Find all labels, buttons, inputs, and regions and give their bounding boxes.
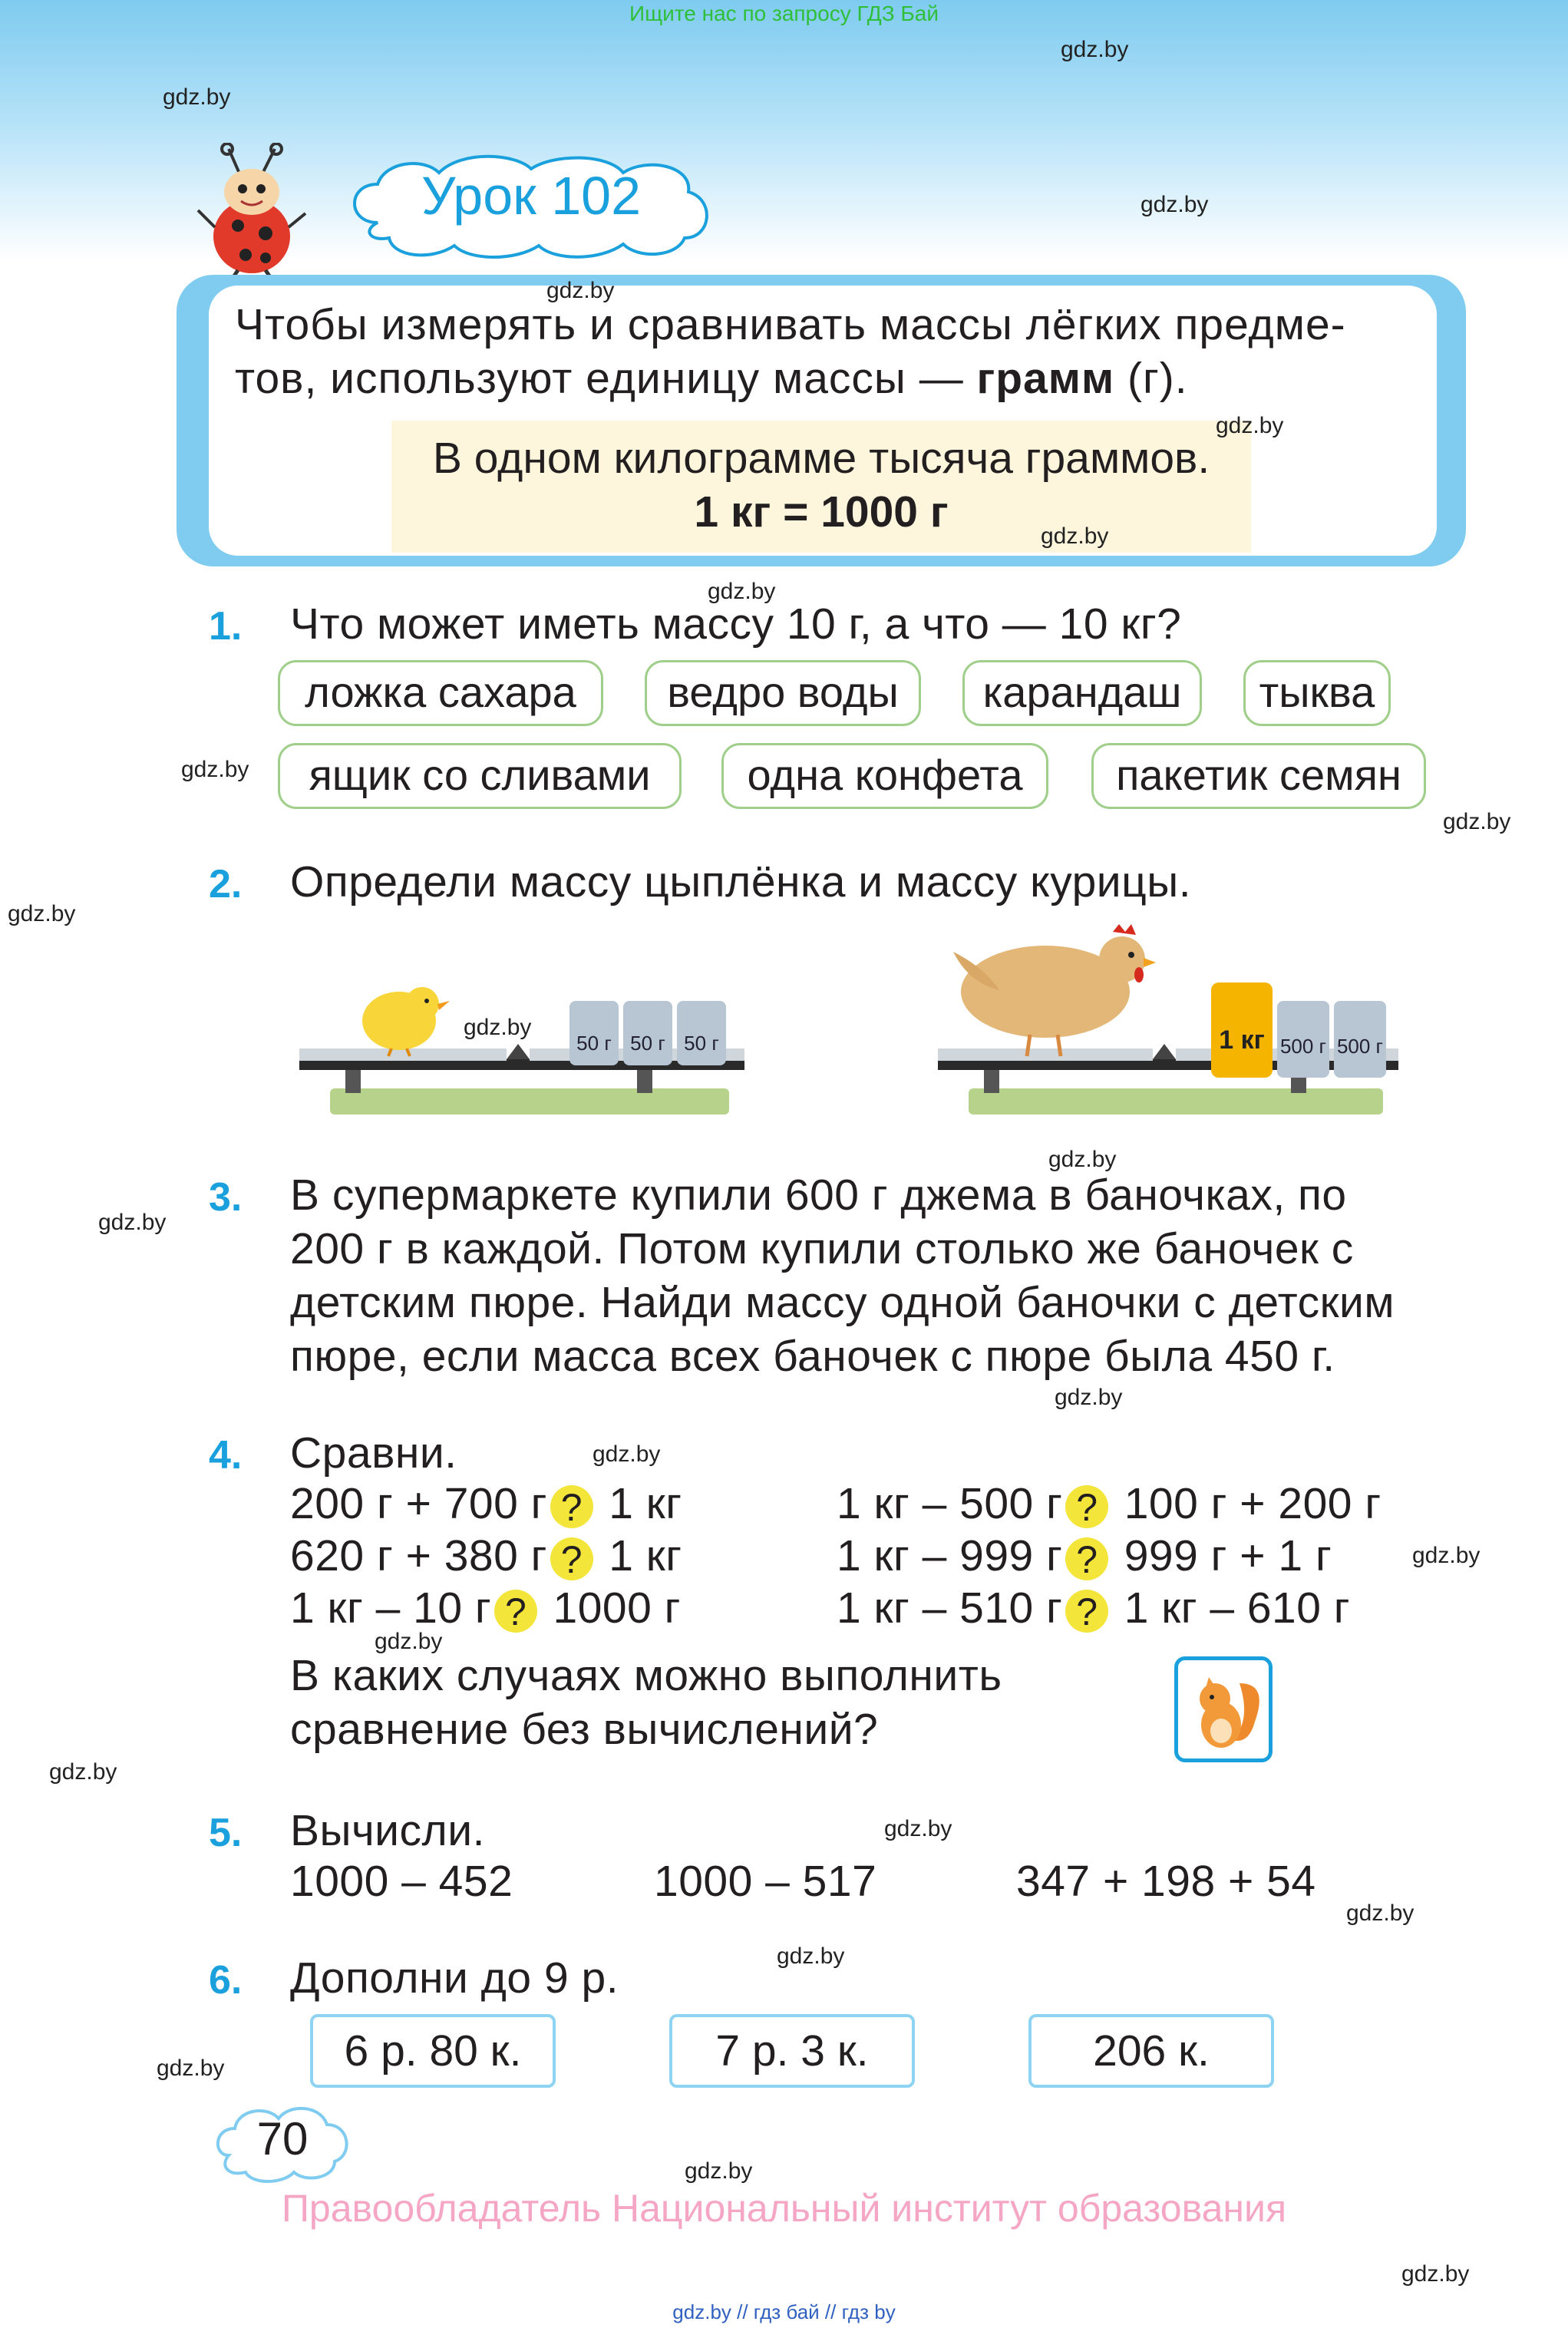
task-4-question: сравнение без вычислений? (290, 1705, 879, 1754)
compare-right: 1000 г (553, 1583, 681, 1633)
squirrel-icon (1178, 1660, 1269, 1758)
weight-50g: 50 г (569, 1001, 619, 1065)
item-pill: ложка сахара (278, 660, 603, 726)
fact-formula: 1 кг = 1000 г (694, 487, 949, 537)
question-mark-icon: ? (550, 1537, 593, 1580)
task-2-text: Определи массу цыплёнка и массу курицы. (290, 857, 1192, 906)
watermark: gdz.by (163, 84, 231, 110)
watermark: gdz.by (546, 278, 615, 303)
rule-line-2 (235, 352, 1432, 405)
weight-50g: 50 г (623, 1001, 672, 1065)
task-3-line: 200 г в каждой. Потом купили столько же баночек с (290, 1224, 1354, 1273)
task-6-text: Дополни до 9 р. (290, 1953, 619, 2003)
task-1-number: 1. (209, 604, 243, 649)
watermark: gdz.by (1346, 1900, 1415, 1926)
task-3-number: 3. (209, 1175, 243, 1220)
question-mark-icon: ? (1065, 1590, 1108, 1633)
page-number: 70 (256, 2113, 309, 2165)
expression: 1000 – 517 (654, 1857, 877, 1906)
watermark: gdz.by (181, 757, 249, 782)
item-pill: одна конфета (721, 743, 1048, 809)
copyright-notice: Правообладатель Национальный институт образования (281, 2187, 1287, 2230)
compare-row (837, 1531, 1332, 1581)
question-mark-icon: ? (1065, 1537, 1108, 1580)
money-box: 7 р. 3 к. (669, 2014, 915, 2088)
expression: 347 + 198 + 54 (1016, 1857, 1316, 1906)
task-4-question: В каких случаях можно выполнить (290, 1651, 1002, 1700)
item-pill: ведро воды (645, 660, 921, 726)
task-2-number: 2. (209, 862, 243, 906)
watermark: gdz.by (1061, 37, 1129, 62)
watermark: gdz.by (49, 1759, 117, 1785)
compare-left: 1 кг – 500 г (837, 1479, 1063, 1528)
watermark: gdz.by (593, 1441, 661, 1467)
item-pill: карандаш (962, 660, 1202, 726)
compare-left: 1 кг – 510 г (837, 1583, 1063, 1633)
question-mark-icon: ? (550, 1485, 593, 1528)
watermark: gdz.by (1401, 2261, 1470, 2287)
compare-left: 1 кг – 10 г (290, 1583, 492, 1633)
compare-left: 620 г + 380 г (290, 1531, 547, 1580)
watermark: gdz.by (1412, 1543, 1481, 1568)
watermark: gdz.by (157, 2056, 225, 2081)
watermark: gdz.by (8, 901, 76, 926)
ladybug-icon (192, 143, 307, 281)
compare-row (837, 1478, 1381, 1529)
money-box: 206 к. (1028, 2014, 1274, 2088)
watermark: gdz.by (884, 1816, 952, 1841)
watermark: gdz.by (98, 1210, 167, 1235)
rule-line-2-start: тов, используют единицу массы — (235, 354, 977, 403)
money-box: 6 р. 80 к. (310, 2014, 556, 2088)
rule-term: грамм (976, 354, 1115, 403)
watermark: gdz.by (1216, 413, 1284, 438)
squirrel-hint-icon (1174, 1656, 1273, 1762)
compare-left: 1 кг – 999 г (837, 1531, 1063, 1580)
watermark: gdz.by (375, 1629, 443, 1654)
watermark: gdz.by (1055, 1385, 1123, 1410)
watermark: gdz.by (464, 1015, 532, 1040)
compare-row (837, 1583, 1350, 1633)
watermark: gdz.by (708, 579, 776, 604)
watermark: gdz.by (1048, 1147, 1117, 1172)
task-5-text: Вычисли. (290, 1806, 485, 1855)
item-pill: ящик со сливами (278, 743, 682, 809)
watermark: gdz.by (777, 1943, 845, 1969)
task-4-number: 4. (209, 1433, 243, 1478)
lesson-title: Урок 102 (421, 166, 642, 226)
weight-1kg: 1 кг (1211, 982, 1273, 1078)
task-6-number: 6. (209, 1958, 243, 2003)
compare-right: 1 кг (609, 1531, 682, 1580)
task-4-text: Сравни. (290, 1428, 457, 1478)
right-weights (1211, 982, 1388, 1078)
weight-500g: 500 г (1334, 1001, 1386, 1078)
item-pill: тыква (1243, 660, 1391, 726)
question-mark-icon: ? (494, 1590, 537, 1633)
task-3-line: детским пюре. Найди массу одной баночки с детским (290, 1278, 1395, 1327)
compare-row (290, 1531, 682, 1581)
compare-right: 999 г + 1 г (1124, 1531, 1332, 1580)
task-1-text: Что может иметь массу 10 г, а что — 10 кг? (290, 599, 1182, 649)
rule-line-2-end: (г). (1114, 354, 1188, 403)
watermark: gdz.by (685, 2158, 753, 2184)
task-3-line: В супермаркете купили 600 г джема в баночках, по (290, 1171, 1347, 1220)
expression: 1000 – 452 (290, 1857, 513, 1906)
watermark: gdz.by (1041, 523, 1109, 549)
left-weights (569, 1001, 731, 1065)
footer-links[interactable]: gdz.by // гдз бай // гдз by (672, 2300, 896, 2323)
compare-right: 1 кг – 610 г (1124, 1583, 1351, 1633)
item-pill: пакетик семян (1091, 743, 1426, 809)
task-5-number: 5. (209, 1811, 243, 1855)
weight-500g: 500 г (1277, 1001, 1329, 1078)
fact-sentence: В одном килограмме тысяча граммов. (432, 434, 1210, 483)
compare-row (290, 1583, 681, 1633)
question-mark-icon: ? (1065, 1485, 1108, 1528)
rule-text (235, 298, 1432, 405)
compare-right: 1 кг (609, 1479, 682, 1528)
search-banner[interactable]: Ищите нас по запросу ГДЗ Бай (629, 2, 939, 25)
compare-row (290, 1478, 682, 1529)
watermark: gdz.by (1443, 809, 1511, 834)
task-3-line: пюре, если масса всех баночек с пюре была 450 г. (290, 1332, 1335, 1381)
compare-right: 100 г + 200 г (1124, 1479, 1381, 1528)
compare-left: 200 г + 700 г (290, 1479, 547, 1528)
weight-50g: 50 г (677, 1001, 726, 1065)
watermark: gdz.by (1141, 192, 1209, 217)
rule-line-1: Чтобы измерять и сравнивать массы лёгких предме- (235, 300, 1346, 349)
